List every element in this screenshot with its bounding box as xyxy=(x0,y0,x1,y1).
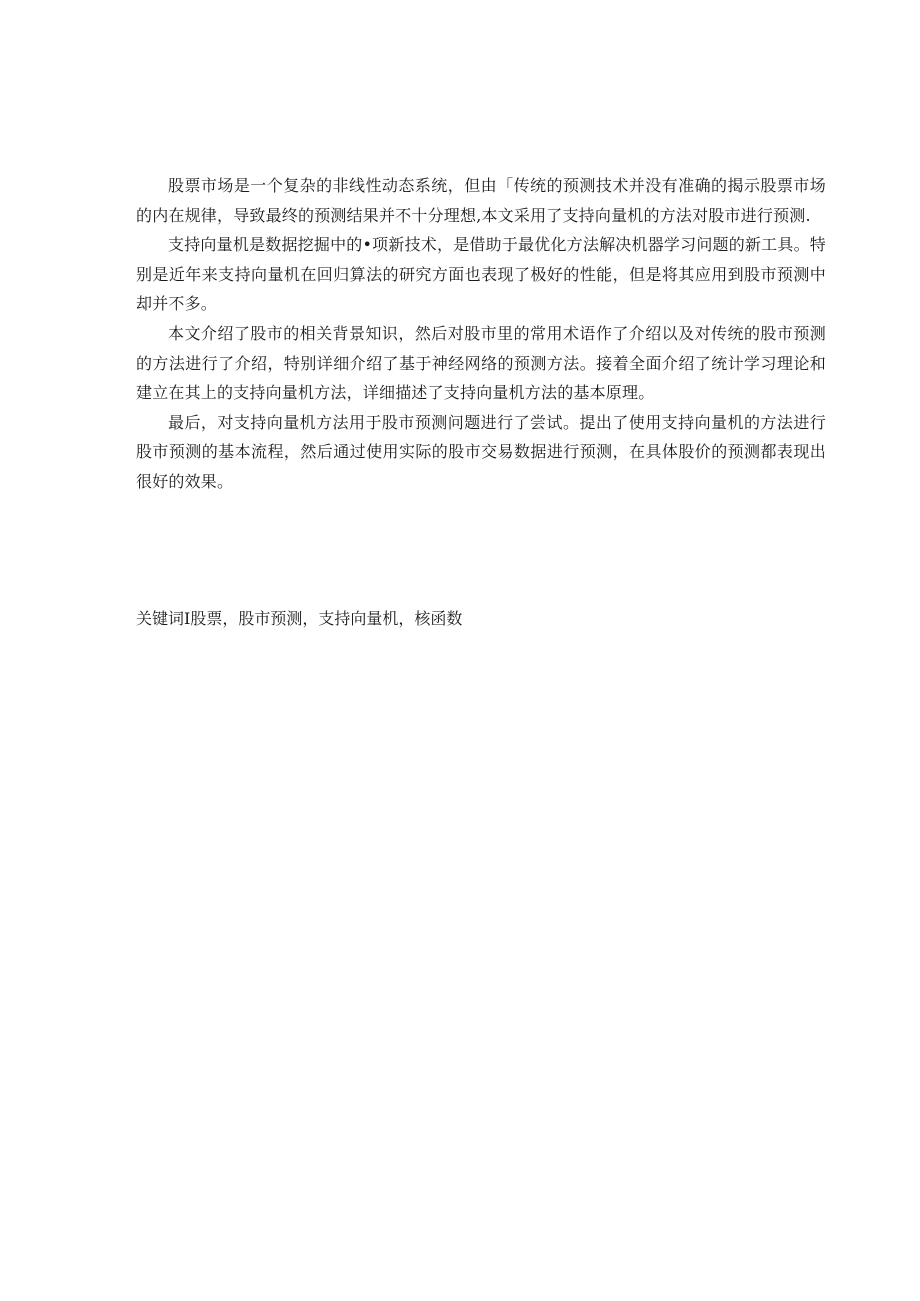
abstract-body xyxy=(136,171,826,497)
abstract-paragraph-2: 支持向量机是数据挖掘中的•项新技术，是借助于最优化方法解决机器学习问题的新工具。特别是近年来支持向量机在回归算法的研究方面也表现了极好的性能，但是将其应用到股市预测中却并不多。 xyxy=(136,235,826,314)
abstract-paragraph-1: 股票市场是一个复杂的非线性动态系统，但由「传统的预测技术并没有准确的揭示股票市场的内在规律，导致最终的预测结果并不十分理想,本文采用了支持向量机的方法对股市进行预测. xyxy=(136,176,826,225)
abstract-paragraph-3: 本文介绍了股市的相关背景知识，然后对股市里的常用术语作了介绍以及对传统的股市预测的方法进行了介绍，特别详细介绍了基于神经网络的预测方法。接着全面介绍了统计学习理论和建立在其上的支持向量机方法，详细描述了支持向量机方法的基本原理。 xyxy=(136,323,826,403)
abstract-paragraph-4: 最后，对支持向量机方法用于股市预测问题进行了尝试。提出了使用支持向量机的方法进行股市预测的基本流程，然后通过使用实际的股市交易数据进行预测，在具体股价的预测都表现出很好的效果。 xyxy=(136,412,826,491)
keywords-line: 关键词I股票，股市预测，支持向量机，核函数 xyxy=(136,609,463,628)
